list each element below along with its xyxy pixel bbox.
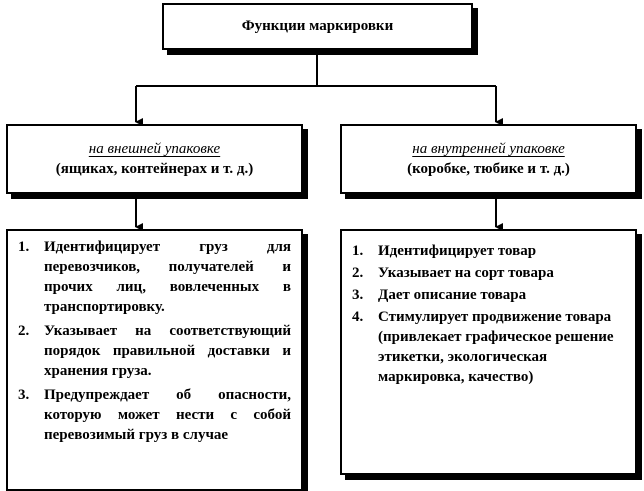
list-item-text: Указывает на соответствующий порядок правильной доставки и хранения груза. xyxy=(44,323,291,379)
external-functions-box xyxy=(6,229,303,491)
list-item-number: 1. xyxy=(18,239,30,255)
list-item xyxy=(18,237,291,317)
external-packaging-sublabel: (ящиках, контейнерах и т. д.) xyxy=(55,161,254,177)
external-packaging-label: на внешней упаковке xyxy=(88,141,221,157)
diagram-title-box xyxy=(162,3,473,50)
internal-functions-box xyxy=(340,229,637,475)
list-item-text: Дает описание товара xyxy=(378,287,527,303)
list-item-number: 2. xyxy=(18,323,30,339)
list-item-number: 1. xyxy=(352,243,364,259)
external-packaging-box xyxy=(6,124,303,194)
list-item xyxy=(352,307,625,387)
list-item xyxy=(18,321,291,381)
list-item-text: Предупреждает об опасности, которую может нести с собой перевозимый груз в случае xyxy=(44,387,291,443)
list-item xyxy=(352,241,625,261)
list-item-number: 2. xyxy=(352,265,364,281)
list-item-text: Стимулирует продвижение товара (привлекает графическое решение этикетки, экологическая маркировка, качество) xyxy=(378,309,614,385)
list-item xyxy=(18,385,291,445)
list-item xyxy=(352,285,625,305)
list-item-text: Идентифицирует груз для перевозчиков, получателей и прочих лиц, вовлеченных в транспортировку. xyxy=(44,239,291,315)
list-item-number: 4. xyxy=(352,309,364,325)
list-item-number: 3. xyxy=(352,287,364,303)
diagram-title: Функции маркировки xyxy=(241,18,394,34)
internal-packaging-label: на внутренней упаковке xyxy=(412,141,565,157)
internal-packaging-box xyxy=(340,124,637,194)
list-item-text: Идентифицирует товар xyxy=(378,243,537,259)
list-item-number: 3. xyxy=(18,387,30,403)
list-item-text: Указывает на сорт товара xyxy=(378,265,554,281)
internal-functions-list xyxy=(352,241,625,387)
external-functions-list xyxy=(18,237,291,445)
list-item xyxy=(352,263,625,283)
internal-packaging-sublabel: (коробке, тюбике и т. д.) xyxy=(407,161,570,177)
